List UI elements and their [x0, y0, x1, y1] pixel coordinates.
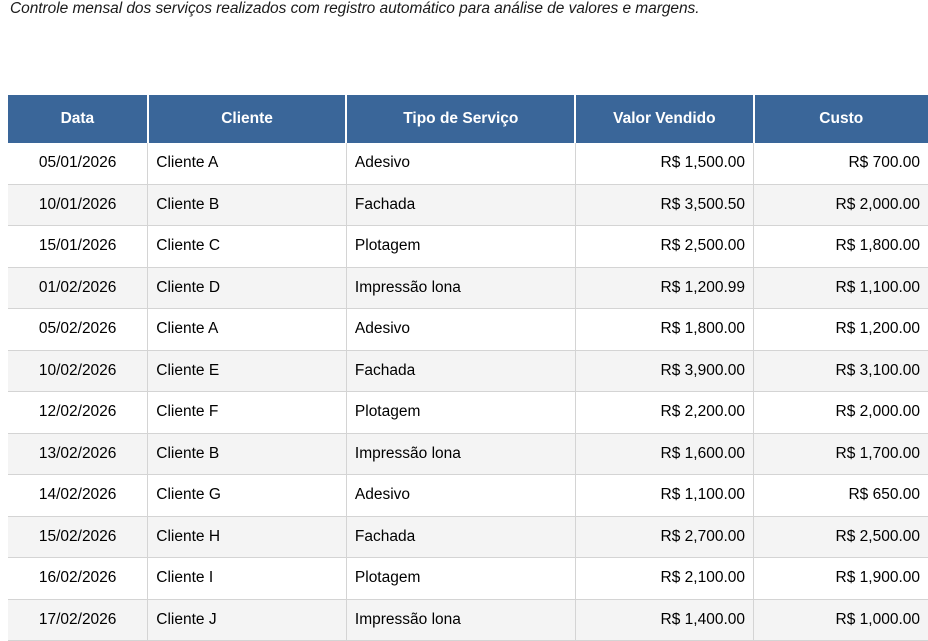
table-row[interactable] [8, 143, 928, 184]
services-table [8, 95, 928, 641]
cell-tipo-servico[interactable]: Adesivo [346, 309, 575, 351]
cell-valor-vendido[interactable]: R$ 1,800.00 [575, 309, 753, 351]
cell-tipo-servico[interactable]: Impressão lona [346, 433, 575, 475]
cell-custo[interactable]: R$ 1,200.00 [754, 309, 928, 351]
cell-valor-vendido[interactable]: R$ 1,400.00 [575, 599, 753, 641]
cell-custo[interactable]: R$ 2,500.00 [754, 516, 928, 558]
column-header-data[interactable]: Data [8, 95, 148, 143]
cell-cliente[interactable]: Cliente F [148, 392, 347, 434]
table-row[interactable] [8, 267, 928, 309]
table-header [8, 95, 928, 143]
cell-data[interactable]: 10/02/2026 [8, 350, 148, 392]
cell-tipo-servico[interactable]: Impressão lona [346, 267, 575, 309]
cell-valor-vendido[interactable]: R$ 2,700.00 [575, 516, 753, 558]
column-header-custo[interactable]: Custo [754, 95, 928, 143]
cell-data[interactable]: 13/02/2026 [8, 433, 148, 475]
table-row[interactable] [8, 516, 928, 558]
document-subtitle: Controle mensal dos serviços realizados com registro automático para análise de valores e margens. [10, 0, 700, 18]
table-header-row [8, 95, 928, 143]
cell-cliente[interactable]: Cliente B [148, 433, 347, 475]
cell-custo[interactable]: R$ 3,100.00 [754, 350, 928, 392]
cell-custo[interactable]: R$ 1,000.00 [754, 599, 928, 641]
cell-custo[interactable]: R$ 2,000.00 [754, 392, 928, 434]
cell-cliente[interactable]: Cliente G [148, 475, 347, 517]
cell-cliente[interactable]: Cliente B [148, 184, 347, 226]
cell-valor-vendido[interactable]: R$ 3,900.00 [575, 350, 753, 392]
cell-valor-vendido[interactable]: R$ 1,500.00 [575, 143, 753, 184]
cell-cliente[interactable]: Cliente E [148, 350, 347, 392]
cell-tipo-servico[interactable]: Plotagem [346, 226, 575, 268]
table-row[interactable] [8, 392, 928, 434]
cell-tipo-servico[interactable]: Fachada [346, 516, 575, 558]
cell-data[interactable]: 17/02/2026 [8, 599, 148, 641]
cell-tipo-servico[interactable]: Impressão lona [346, 599, 575, 641]
column-header-cliente[interactable]: Cliente [148, 95, 347, 143]
cell-cliente[interactable]: Cliente J [148, 599, 347, 641]
cell-custo[interactable]: R$ 1,700.00 [754, 433, 928, 475]
cell-valor-vendido[interactable]: R$ 3,500.50 [575, 184, 753, 226]
cell-valor-vendido[interactable]: R$ 1,100.00 [575, 475, 753, 517]
table-row[interactable] [8, 558, 928, 600]
cell-data[interactable]: 14/02/2026 [8, 475, 148, 517]
cell-valor-vendido[interactable]: R$ 2,100.00 [575, 558, 753, 600]
cell-data[interactable]: 01/02/2026 [8, 267, 148, 309]
column-header-tipo-de-servico[interactable]: Tipo de Serviço [346, 95, 575, 143]
cell-valor-vendido[interactable]: R$ 1,600.00 [575, 433, 753, 475]
table-row[interactable] [8, 475, 928, 517]
table-row[interactable] [8, 309, 928, 351]
cell-data[interactable]: 12/02/2026 [8, 392, 148, 434]
cell-data[interactable]: 10/01/2026 [8, 184, 148, 226]
column-header-valor-vendido[interactable]: Valor Vendido [575, 95, 753, 143]
table-body [8, 143, 928, 641]
cell-custo[interactable]: R$ 1,900.00 [754, 558, 928, 600]
cell-tipo-servico[interactable]: Fachada [346, 350, 575, 392]
cell-cliente[interactable]: Cliente A [148, 143, 347, 184]
cell-valor-vendido[interactable]: R$ 1,200.99 [575, 267, 753, 309]
cell-data[interactable]: 05/01/2026 [8, 143, 148, 184]
table-row[interactable] [8, 184, 928, 226]
cell-tipo-servico[interactable]: Adesivo [346, 143, 575, 184]
cell-custo[interactable]: R$ 1,800.00 [754, 226, 928, 268]
cell-valor-vendido[interactable]: R$ 2,500.00 [575, 226, 753, 268]
table-row[interactable] [8, 226, 928, 268]
cell-cliente[interactable]: Cliente D [148, 267, 347, 309]
table-row[interactable] [8, 350, 928, 392]
table-row[interactable] [8, 599, 928, 641]
cell-custo[interactable]: R$ 650.00 [754, 475, 928, 517]
cell-cliente[interactable]: Cliente I [148, 558, 347, 600]
cell-cliente[interactable]: Cliente A [148, 309, 347, 351]
cell-data[interactable]: 16/02/2026 [8, 558, 148, 600]
cell-tipo-servico[interactable]: Adesivo [346, 475, 575, 517]
cell-data[interactable]: 15/01/2026 [8, 226, 148, 268]
cell-tipo-servico[interactable]: Fachada [346, 184, 575, 226]
cell-cliente[interactable]: Cliente H [148, 516, 347, 558]
cell-data[interactable]: 05/02/2026 [8, 309, 148, 351]
cell-custo[interactable]: R$ 2,000.00 [754, 184, 928, 226]
cell-tipo-servico[interactable]: Plotagem [346, 392, 575, 434]
cell-custo[interactable]: R$ 700.00 [754, 143, 928, 184]
cell-data[interactable]: 15/02/2026 [8, 516, 148, 558]
cell-valor-vendido[interactable]: R$ 2,200.00 [575, 392, 753, 434]
cell-tipo-servico[interactable]: Plotagem [346, 558, 575, 600]
cell-cliente[interactable]: Cliente C [148, 226, 347, 268]
table-row[interactable] [8, 433, 928, 475]
cell-custo[interactable]: R$ 1,100.00 [754, 267, 928, 309]
